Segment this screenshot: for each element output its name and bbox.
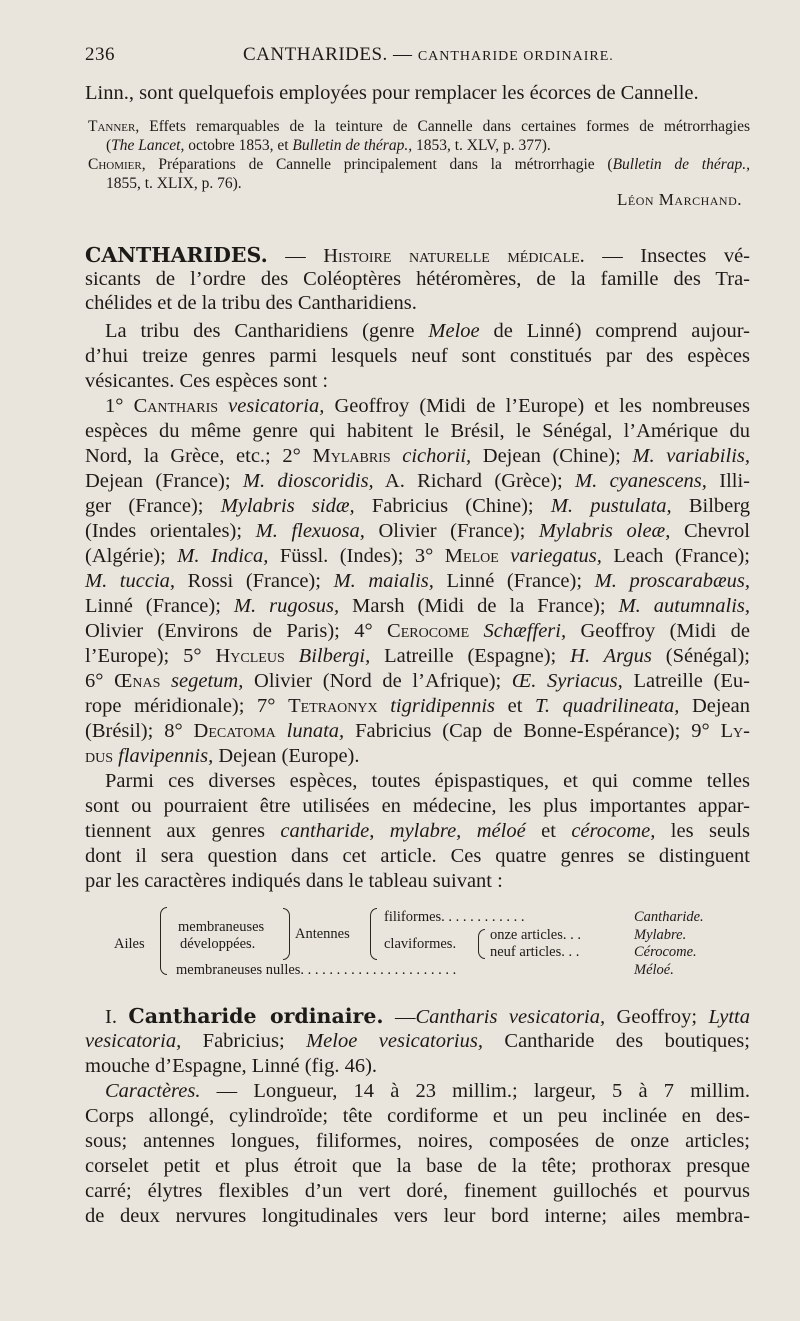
text-line: sont ou pourraient être utilisées en médecine, les plus importantes appar- <box>85 795 750 817</box>
text-line: (Brésil); 8° Decatoma lunata, Fabricius (Cap de Bonne-Espérance); 9° Ly- <box>85 720 750 742</box>
table-result: Méloé. <box>634 962 674 978</box>
text-line: M. tuccia, Rossi (France); M. maialis, Linné (France); M. proscarabæus, <box>85 570 750 592</box>
text-line: l’Europe); 5° Hycleus Bilbergi, Latreille (Espagne); H. Argus (Sénégal); <box>85 645 750 667</box>
text-line: d’hui treize genres parmi lesquels neuf sont constitués par des espèces <box>85 345 750 367</box>
text-line: Corps allongé, cylindroïde; tête cordiforme et un peu inclinée en des- <box>85 1105 750 1127</box>
running-title: CANTHARIDES. — CANTHARIDE ORDINAIRE. <box>243 44 614 65</box>
text-line: dont il sera question dans cet article. Ces quatre genres se distinguent <box>85 845 750 867</box>
table-cell: neuf articles. . . <box>490 944 580 960</box>
text-line: sous; antennes longues, filiformes, noires, composées de onze articles; <box>85 1130 750 1152</box>
table-result: Cantharide. <box>634 909 704 925</box>
text-line: mouche d’Espagne, Linné (fig. 46). <box>85 1055 378 1077</box>
text-line: vesicatoria, Fabricius; Meloe vesicatorius, Cantharide des boutiques; <box>85 1030 750 1052</box>
text-line: 1° Cantharis vesicatoria, Geoffroy (Midi de l’Europe) et les nombreuses <box>105 395 750 417</box>
text-line: vésicantes. Ces espèces sont : <box>85 370 329 392</box>
table-brace <box>478 929 485 959</box>
table-cell: Antennes <box>295 926 350 942</box>
text-line: espèces du même genre qui habitent le Brésil, le Sénégal, l’Amérique du <box>85 420 750 442</box>
text-line: Caractères. — Longueur, 14 à 23 millim.; largeur, 5 à 7 millim. <box>105 1080 750 1102</box>
reference-line: (The Lancet, octobre 1853, et Bulletin de thérap., 1853, t. XLV, p. 377). <box>106 137 551 154</box>
running-header <box>85 44 755 72</box>
article-heading-line: CANTHARIDES. — Histoire naturelle médicale. — Insectes vé- <box>85 243 751 267</box>
text-line: (Indes orientales); M. flexuosa, Olivier (France); Mylabris oleæ, Chevrol <box>85 520 750 542</box>
table-cell: développées. <box>180 936 256 952</box>
text-line: Linn., sont quelquefois employées pour remplacer les écorces de Cannelle. <box>85 82 699 104</box>
text-line: Nord, la Grèce, etc.; 2° Mylabris cichorii, Dejean (Chine); M. variabilis, <box>85 445 750 467</box>
text-line: Parmi ces diverses espèces, toutes épispastiques, et qui comme telles <box>105 770 750 792</box>
text-line: sicants de l’ordre des Coléoptères hétéromères, de la famille des Tra- <box>85 268 750 290</box>
text-line: chélides et de la tribu des Cantharidiens. <box>85 292 417 314</box>
text-line: tiennent aux genres cantharide, mylabre, méloé et cérocome, les seuls <box>85 820 750 842</box>
text-line: carré; élytres flexibles d’un vert doré, finement guillochés et pourvus <box>85 1180 750 1202</box>
table-brace <box>283 908 290 960</box>
text-line: rope méridionale); 7° Tetraonyx tigridipennis et T. quadrilineata, Dejean <box>85 695 751 717</box>
table-cell: claviformes. <box>384 936 457 952</box>
reference-line: Tanner, Effets remarquables de la teinture de Cannelle dans certaines formes de métrorrhagies <box>88 118 750 135</box>
reference-line: 1855, t. XLIX, p. 76). <box>106 175 242 192</box>
text-line: ger (France); Mylabris sidæ, Fabricius (Chine); M. pustulata, Bilberg <box>85 495 750 517</box>
text-line: de deux nervures longitudinales vers leur bord interne; ailes membra- <box>85 1205 750 1227</box>
text-line: corselet petit et plus étroit que la base de la tête; prothorax presque <box>85 1155 750 1177</box>
section-heading: Cantharide ordinaire. <box>128 1004 384 1028</box>
text-line: Linné (France); M. rugosus, Marsh (Midi de la France); M. autumnalis, <box>85 595 750 617</box>
section-heading-line: I. Cantharide ordinaire. —Cantharis vesicatoria, Geoffroy; Lytta <box>105 1004 750 1028</box>
text-line: par les caractères indiqués dans le tableau suivant : <box>85 870 503 892</box>
article-heading: CANTHARIDES. <box>85 243 268 267</box>
text-line: dus flavipennis, Dejean (Europe). <box>85 745 360 767</box>
text-line: Dejean (France); M. dioscoridis, A. Richard (Grèce); M. cyanescens, Illi- <box>85 470 750 492</box>
table-brace <box>160 907 167 975</box>
text-line: La tribu des Cantharidiens (genre Meloe de Linné) comprend aujour- <box>105 320 751 342</box>
text-line: Olivier (Environs de Paris); 4° Cerocome Schæfferi, Geoffroy (Midi de <box>85 620 750 642</box>
table-brace <box>370 908 377 960</box>
table-cell: filiformes. . . . . . . . . . . . <box>384 909 525 925</box>
text-line: 6° Œnas segetum, Olivier (Nord de l’Afrique); Œ. Syriacus, Latreille (Eu- <box>85 670 750 692</box>
table-cell: membraneuses <box>178 919 265 935</box>
table-cell: onze articles. . . <box>490 927 581 943</box>
reference-line: Chomier, Préparations de Cannelle principalement dans la métrorrhagie (Bulletin de thérap., <box>88 156 750 173</box>
table-result: Mylabre. <box>634 927 687 943</box>
table-result: Cérocome. <box>634 944 697 960</box>
author-signature: Léon Marchand. <box>617 190 742 209</box>
table-cell: membraneuses nulles. . . . . . . . . . . . . . . . . . . . . . <box>176 962 457 978</box>
table-label-ailes: Ailes <box>114 936 145 952</box>
page-number: 236 <box>85 44 115 65</box>
text-line: (Algérie); M. Indica, Füssl. (Indes); 3° Meloe variegatus, Leach (France); <box>85 545 750 567</box>
